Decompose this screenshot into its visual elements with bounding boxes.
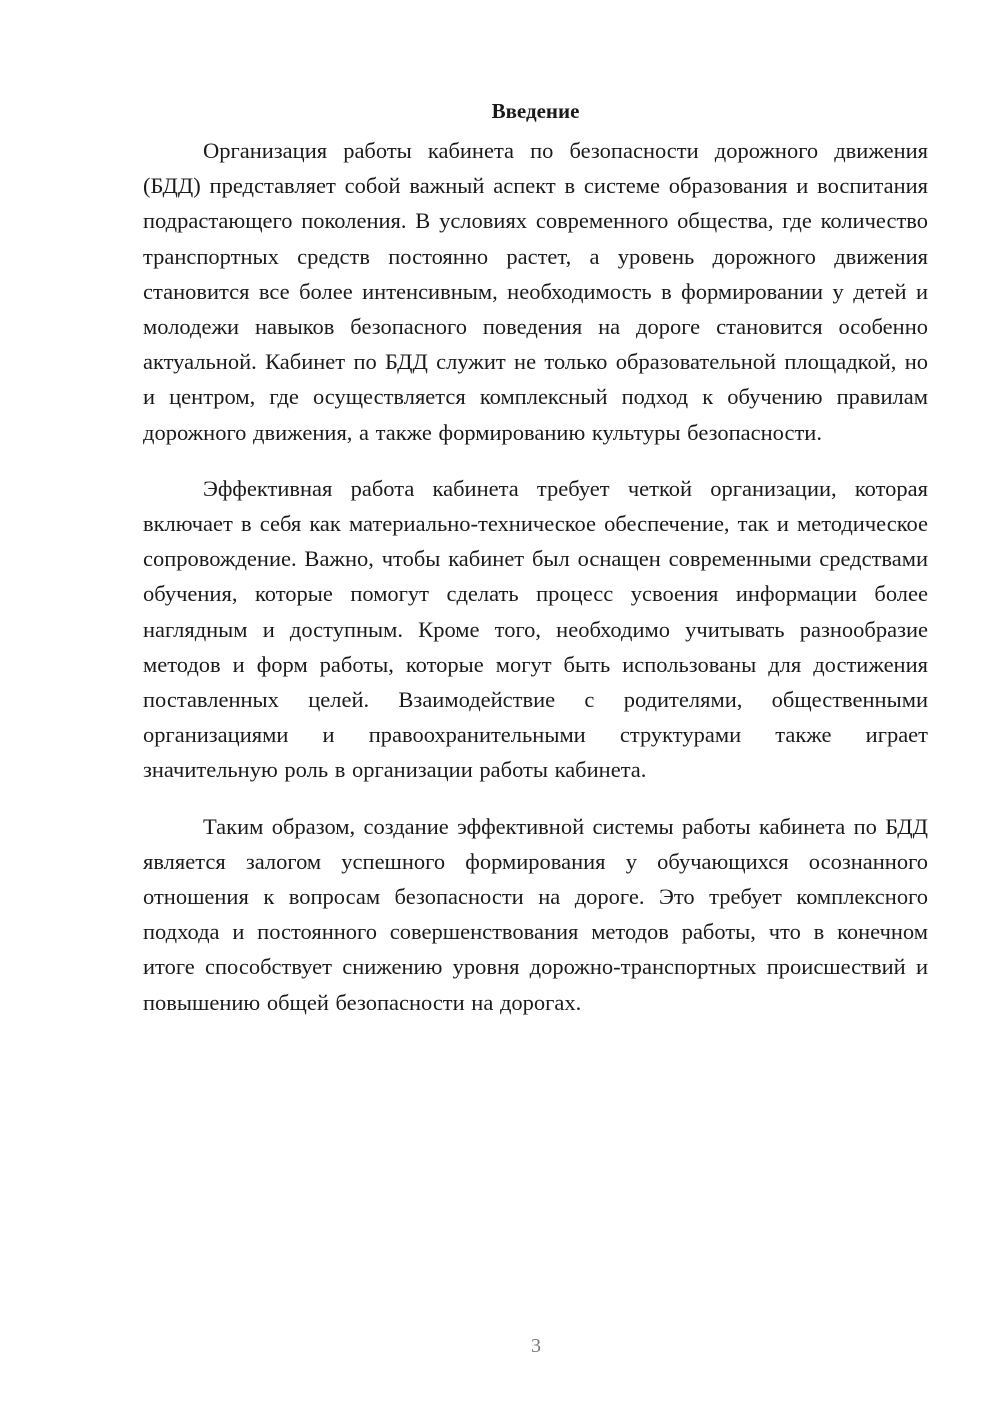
section-heading: Введение (491, 99, 580, 123)
paragraph-3: Таким образом, создание эффективной системы работы кабинета по БДД является залогом успешного формирования у обучающихся осознанного отношения к вопросам безопасности на дороге. Это требует комплексного подхода и постоянного совершенствования методов работы, что в конечном итоге способствует снижению уровня дорожно-транспортных происшествий и повышению общей безопасности на дорогах. (143, 813, 928, 1015)
page-number: 3 (531, 1335, 541, 1357)
paragraph-2: Эффективная работа кабинета требует четкой организации, которая включает в себя как материально-техническое обеспечение, так и методическое сопровождение. Важно, чтобы кабинет был оснащен современными средствами обучения, которые помогут сделать процесс усвоения информации более наглядным и доступным. Кроме того, необходимо учитывать разнообразие методов и форм работы, которые могут быть использованы для достижения поставленных целей. Взаимодействие с родителями, общественными организациями и правоохранительными структурами также играет значительную роль в организации работы кабинета. (143, 475, 928, 783)
page-content (143, 97, 928, 1041)
paragraph-1: Организация работы кабинета по безопасности дорожного движения (БДД) представляет собой важный аспект в системе образования и воспитания подрастающего поколения. В условиях современного общества, где количество транспортных средств постоянно растет, а уровень дорожного движения становится все более интенсивным, необходимость в формировании у детей и молодежи навыков безопасного поведения на дороге становится особенно актуальной. Кабинет по БДД служит не только образовательной площадкой, но и центром, где осуществляется комплексный подход к обучению правилам дорожного движения, а также формированию культуры безопасности. (143, 138, 928, 445)
